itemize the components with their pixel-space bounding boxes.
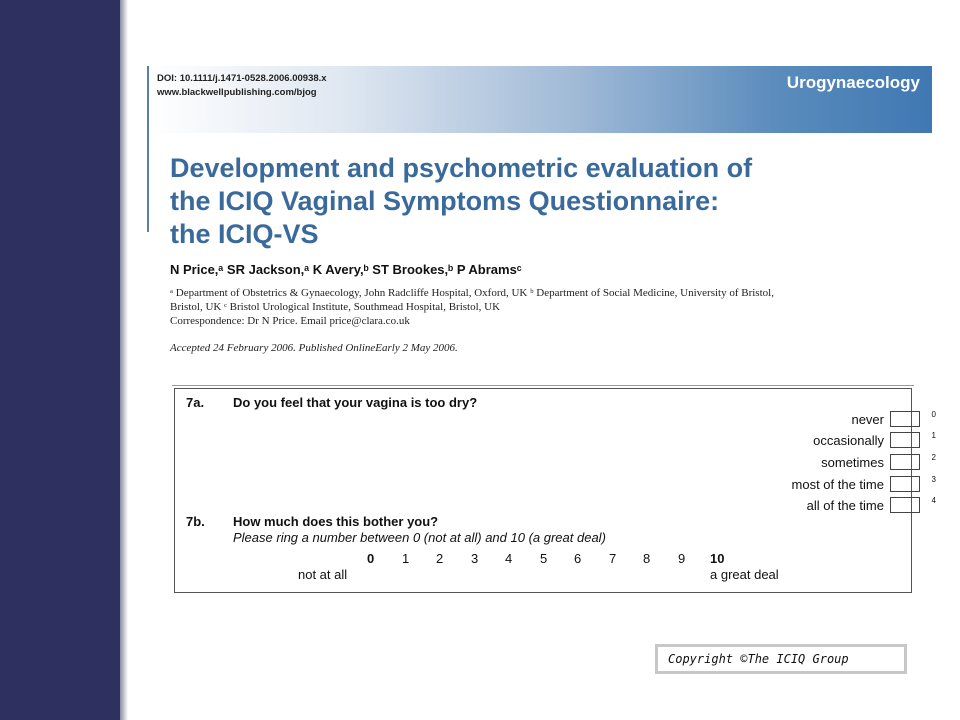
affiliation-line: ᵃ Department of Obstetrics & Gynaecology, John Radcliffe Hospital, Oxford, UK ᵇ Department of Social Medicine, University of Bristol, [170, 287, 774, 299]
question-instruction: Please ring a number between 0 (not at all) and 10 (a great deal) [233, 530, 606, 545]
option-checkbox[interactable] [890, 476, 920, 492]
option-label: never [851, 411, 884, 427]
option-score: 4 [931, 496, 936, 505]
option-label: occasionally [813, 432, 884, 448]
copyright-text: Copyright ©The ICIQ Group [658, 647, 904, 671]
option-row [807, 495, 936, 515]
affiliations [170, 286, 910, 328]
question-text: How much does this bother you? [233, 514, 439, 529]
scale-option[interactable]: 2 [436, 551, 444, 566]
option-row [821, 452, 936, 472]
journal-url: www.blackwellpublishing.com/bjog [157, 87, 317, 98]
scale-option[interactable]: 0 [367, 551, 375, 566]
section-label: Urogynaecology [786, 73, 920, 92]
accepted-date: Accepted 24 February 2006. Published OnlineEarly 2 May 2006. [170, 342, 458, 354]
sidebar-shadow [120, 0, 128, 720]
divider [172, 385, 914, 386]
journal-header [147, 66, 932, 133]
option-row [813, 430, 936, 450]
option-score: 2 [931, 453, 936, 462]
scale-low-anchor: not at all [298, 567, 348, 582]
doi-text: DOI: 10.1111/j.1471-0528.2006.00938.x [157, 73, 327, 84]
scale-option[interactable]: 3 [471, 551, 479, 566]
option-row [792, 474, 936, 494]
option-label: sometimes [821, 454, 884, 470]
option-score: 3 [931, 475, 936, 484]
scale-option[interactable]: 7 [609, 551, 617, 566]
scale-option[interactable]: 8 [643, 551, 651, 566]
option-score: 1 [931, 431, 936, 440]
paper-title [170, 152, 910, 251]
scale-option[interactable]: 4 [505, 551, 513, 566]
scale-high-anchor: a great deal [710, 567, 779, 582]
option-row [851, 409, 936, 429]
scale-option[interactable]: 9 [678, 551, 686, 566]
scale-option[interactable]: 6 [574, 551, 582, 566]
question-number: 7a. [186, 395, 205, 410]
question-text: Do you feel that your vagina is too dry? [233, 395, 478, 410]
scale-option[interactable]: 10 [710, 551, 725, 566]
author-list: N Price,ᵃ SR Jackson,ᵃ K Avery,ᵇ ST Brookes,ᵇ P Abramsᶜ [170, 262, 522, 277]
affiliation-line: Bristol, UK ᶜ Bristol Urological Institute, Southmead Hospital, Bristol, UK [170, 301, 501, 313]
option-label: all of the time [806, 497, 884, 513]
correspondence-line: Correspondence: Dr N Price. Email price@clara.co.uk [170, 315, 410, 327]
title-line: the ICIQ-VS [170, 219, 319, 249]
left-rule [147, 66, 149, 232]
option-checkbox[interactable] [890, 411, 920, 427]
option-checkbox[interactable] [890, 432, 920, 448]
doi-block [157, 72, 327, 100]
scale-option[interactable]: 5 [540, 551, 548, 566]
scale-option[interactable]: 1 [402, 551, 410, 566]
option-checkbox[interactable] [890, 497, 920, 513]
option-score: 0 [931, 410, 936, 419]
copyright-box [655, 644, 907, 674]
sidebar-band [0, 0, 120, 720]
option-label: most of the time [791, 476, 884, 492]
question-number: 7b. [186, 514, 205, 529]
option-checkbox[interactable] [890, 454, 920, 470]
title-line: the ICIQ Vaginal Symptoms Questionnaire: [170, 186, 720, 216]
title-line: Development and psychometric evaluation of [170, 153, 753, 183]
